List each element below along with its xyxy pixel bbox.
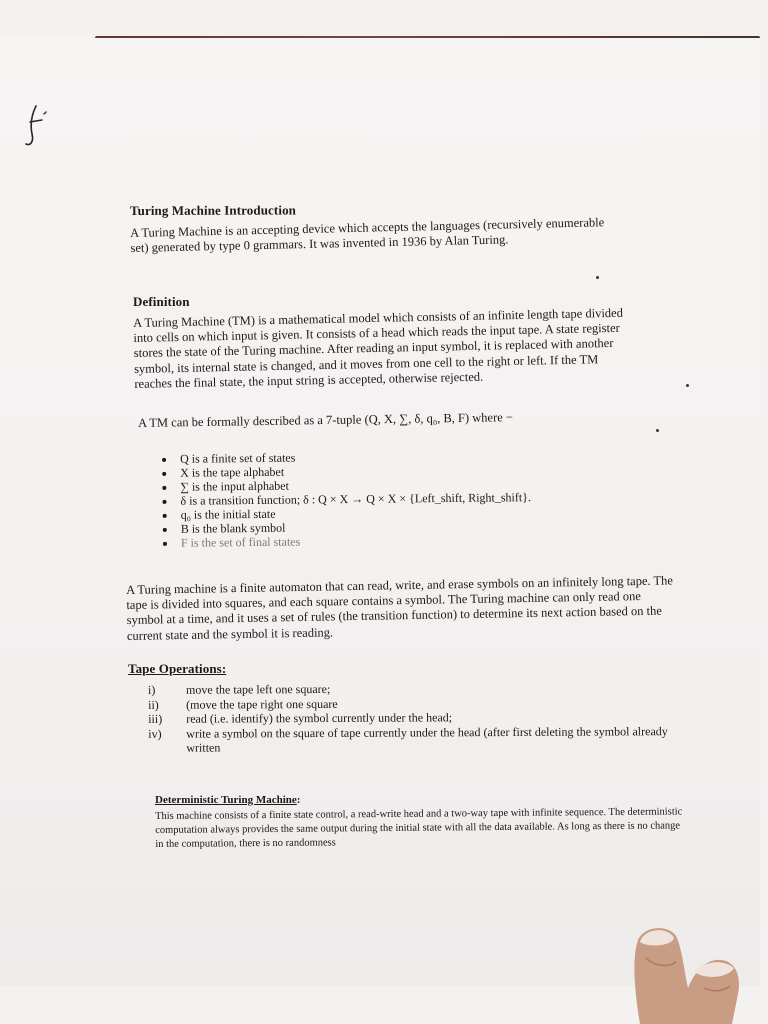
- tuple-list: [158, 447, 629, 550]
- item-number: iii): [148, 711, 163, 726]
- list-item-text: F is the set of final states: [180, 534, 301, 550]
- item-text: read (i.e. identify) the symbol currently under the head;: [186, 710, 453, 726]
- list-item-text: q₀ is the initial state: [180, 506, 276, 522]
- page-title: Turing Machine Introduction: [130, 202, 297, 218]
- definition-heading: Definition: [133, 294, 190, 309]
- tape-operations-list: [128, 680, 683, 755]
- intro-paragraph: A Turing Machine is an accepting device which accepts the languages (recursively enumerable set) generated by type 0 grammars. It was invented in 1936 by Alan Turing.: [130, 215, 605, 256]
- handwritten-mark: [22, 100, 62, 150]
- list-item-text: δ is a transition function; δ : Q × X → Q × X × {Left_shift, Right_shift}.: [180, 490, 532, 508]
- document-page: [0, 38, 760, 986]
- automaton-paragraph: A Turing machine is a finite automaton that can read, write, and erase symbols on an infinitely long tape. The tape is divided into squares, and each square contains a symbol. The Turing machine can only read one symbol at a time, and it uses a set of rules (the transition function) to determine its next action based on the current state and the symbol it is reading.: [126, 573, 674, 643]
- deterministic-paragraph: This machine consists of a finite state control, a read-write head and a two-way tape with infinite sequence. The deterministic computation always provides the same output during the initial state with all the data available. As long as there is no change in the computation, there is no randomness: [155, 806, 683, 850]
- item-number: i): [147, 682, 156, 697]
- list-item: [128, 724, 683, 756]
- item-number: ii): [148, 697, 159, 712]
- list-item-text: X is the tape alphabet: [180, 464, 285, 480]
- item-text: move the tape left one square;: [185, 681, 331, 697]
- list-item-text: Q is a finite set of states: [179, 450, 296, 466]
- tuple-line: A TM can be formally described as a 7-tuple (Q, X, ∑, δ, q₀, B, F) where −: [138, 410, 514, 430]
- stray-dot: [686, 384, 689, 387]
- tape-operations-heading: Tape Operations:: [128, 661, 227, 676]
- stray-dot: [656, 429, 659, 432]
- list-item-text: ∑ is the input alphabet: [180, 478, 289, 494]
- definition-paragraph: A Turing Machine (TM) is a mathematical model which consists of an infinite length tape divided into cells on which input is given. It consists of a head which reads the input tape. A state register stores the state of the Turing machine. After reading an input symbol, it is replaced with another symbol, its internal state is changed, and it moves from one cell to the right or left. If the TM reaches the final state, the input string is accepted, otherwise rejected.: [133, 305, 624, 391]
- item-text: write a symbol on the square of tape currently under the head (after first deleting the symbol already written: [186, 723, 668, 755]
- deterministic-heading-text: Deterministic Turing Machine: [155, 794, 297, 806]
- item-text: (move the tape right one square: [186, 696, 338, 712]
- thumb-photo: [610, 918, 768, 1024]
- deterministic-heading-colon: :: [296, 794, 301, 806]
- list-item-text: B is the blank symbol: [180, 520, 286, 536]
- item-number: iv): [148, 726, 162, 741]
- stray-dot: [596, 276, 599, 279]
